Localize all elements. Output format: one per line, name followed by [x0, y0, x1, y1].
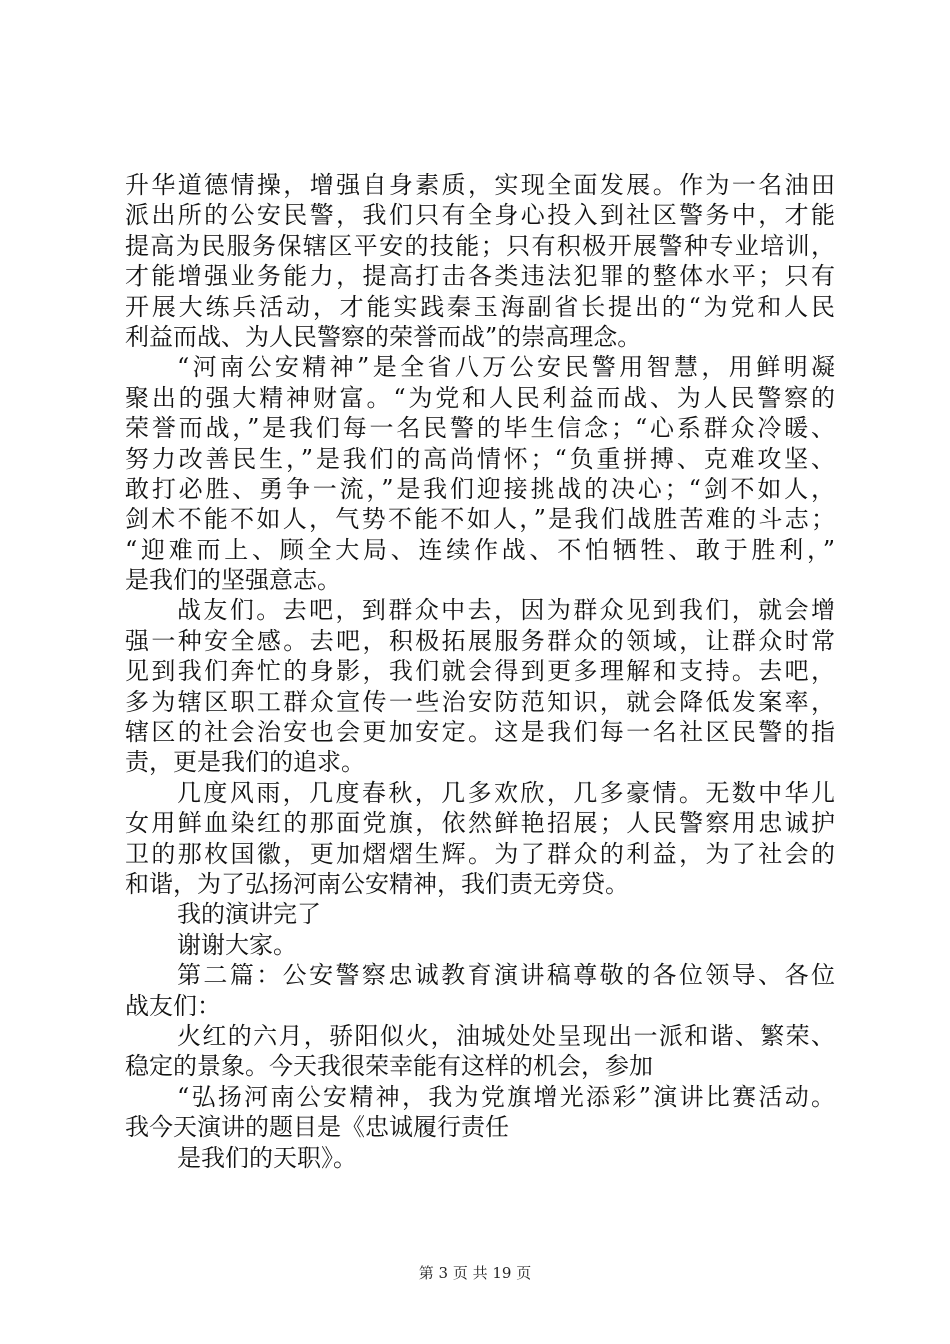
text-line: 利益而战、为人民警察的荣誉而战”的崇高理念。 — [125, 322, 642, 351]
paragraph — [125, 170, 835, 352]
text-line: 战友们： — [125, 991, 221, 1020]
text-line: 卫的那枚国徽，更加熠熠生辉。为了群众的利益，为了社会的 — [125, 839, 835, 868]
text-line: 责，更是我们的追求。 — [125, 748, 365, 777]
text-line: 稳定的景象。今天我很荣幸能有这样的机会，参加 — [125, 1052, 653, 1081]
paragraph — [125, 899, 835, 929]
text-line: 辖区的社会治安也会更加安定。这是我们每一名社区民警的指 — [125, 718, 835, 747]
text-line: 努力改善民生，”是我们的高尚情怀；“负重拼搏、克难攻坚、 — [125, 444, 835, 473]
paragraph — [125, 352, 835, 595]
text-line: “河南公安精神”是全省八万公安民警用智慧，用鲜明凝 — [177, 353, 835, 382]
paragraph — [125, 1021, 835, 1082]
paragraph — [125, 778, 835, 900]
text-line: 提高为民服务保辖区平安的技能；只有积极开展警种专业培训， — [125, 231, 835, 260]
text-line: 第二篇：公安警察忠诚教育演讲稿尊敬的各位领导、各位 — [177, 961, 835, 990]
text-line: 和谐，为了弘扬河南公安精神，我们责无旁贷。 — [125, 869, 629, 898]
text-line: 开展大练兵活动，才能实践秦玉海副省长提出的“为党和人民 — [125, 292, 835, 321]
page-footer: 第 3 页 共 19 页 — [418, 1264, 532, 1282]
text-line: 谢谢大家。 — [177, 930, 297, 959]
document-body — [125, 170, 835, 1173]
text-line: 多为辖区职工群众宣传一些治安防范知识，就会降低发案率， — [125, 687, 835, 716]
text-line: 战友们。去吧，到群众中去，因为群众见到我们，就会增 — [177, 596, 835, 625]
text-line: 强一种安全感。去吧，积极拓展服务群众的领域，让群众时常 — [125, 626, 835, 655]
text-line: 几度风雨，几度春秋，几多欢欣，几多豪情。无数中华儿 — [177, 778, 835, 807]
text-line: 才能增强业务能力，提高打击各类违法犯罪的整体水平；只有 — [125, 262, 835, 291]
paragraph — [125, 960, 835, 1021]
paragraph — [125, 1082, 835, 1143]
text-line: 敢打必胜、勇争一流，”是我们迎接挑战的决心；“剑不如人， — [125, 474, 835, 503]
text-line: 是我们的天职》。 — [177, 1143, 357, 1172]
text-line: 升华道德情操，增强自身素质，实现全面发展。作为一名油田 — [125, 171, 835, 199]
text-line: 我今天演讲的题目是《忠诚履行责任 — [125, 1113, 509, 1142]
text-line: 派出所的公安民警，我们只有全身心投入到社区警务中，才能 — [125, 201, 835, 230]
text-line: 聚出的强大精神财富。“为党和人民利益而战、为人民警察的 — [125, 383, 835, 412]
text-line: 剑术不能不如人，气势不能不如人，”是我们战胜苦难的斗志； — [125, 505, 835, 534]
text-line: 女用鲜血染红的那面党旗，依然鲜艳招展；人民警察用忠诚护 — [125, 809, 835, 838]
text-line: 火红的六月，骄阳似火，油城处处呈现出一派和谐、繁荣、 — [177, 1021, 835, 1050]
paragraph — [125, 930, 835, 960]
text-line: 荣誉而战，”是我们每一名民警的毕生信念；“心系群众冷暖、 — [125, 414, 835, 443]
text-line: 是我们的坚强意志。 — [125, 566, 341, 595]
text-line: 见到我们奔忙的身影，我们就会得到更多理解和支持。去吧， — [125, 657, 835, 686]
text-line: “弘扬河南公安精神，我为党旗增光添彩”演讲比赛活动。 — [177, 1082, 835, 1111]
text-line: “迎难而上、顾全大局、连续作战、不怕牺牲、敢于胜利，” — [125, 535, 835, 564]
text-line: 我的演讲完了 — [177, 900, 321, 929]
paragraph — [125, 1143, 835, 1173]
paragraph — [125, 595, 835, 777]
